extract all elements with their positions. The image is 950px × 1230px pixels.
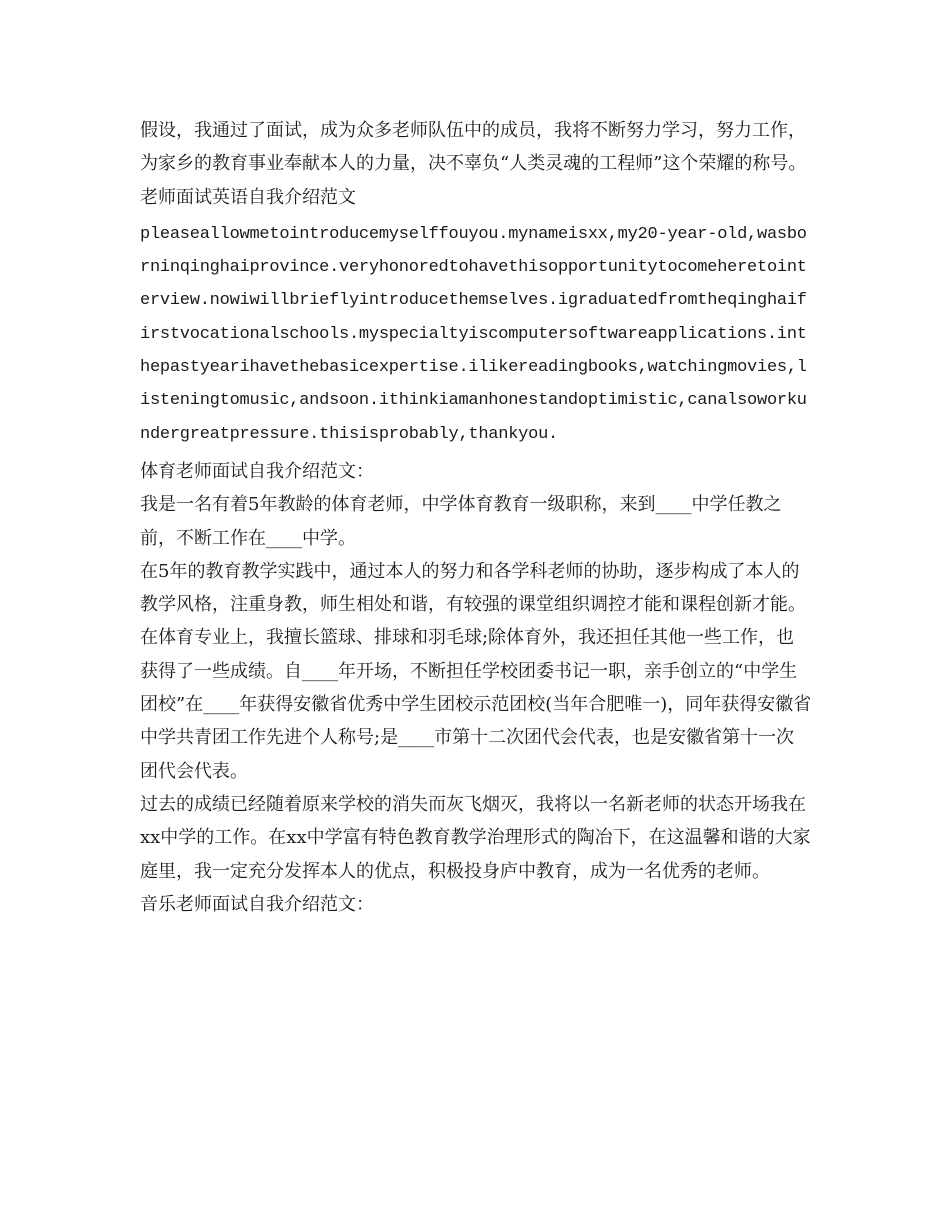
paragraph-pe-intro: 我是一名有着5年教龄的体育老师，中学体育教育一级职称，来到____中学任教之前，不断工作在____中学。 [140, 494, 782, 549]
heading-english-intro: 老师面试英语自我介绍范文 [140, 186, 356, 208]
document-page [140, 114, 812, 921]
paragraph-english-intro: pleaseallowmetointroducemyselffouyou.mynameisxx,my20-year-old,wasborninqinghaiprovince.veryhonoredtohavethisopportunitytocomeheretointerview.nowiwillbrieflyintroducethemselves.igraduatedfromtheqinghaifirstvocationalschools.myspecialtyiscomputersoftwareapplications.inthepastyearihavethebasicexpertise.ilikereadingbooks,watchingmovies,listeningtomusic,andsoon.ithinkiamanhonestandoptimistic,canalsoworkundergreatpressure.thisisprobably,thankyou. [140, 224, 807, 444]
paragraph-pe-teaching: 在5年的教育教学实践中，通过本人的努力和各学科老师的协助，逐步构成了本人的教学风格，注重身教，师生相处和谐，有较强的课堂组织调控才能和课程创新才能。 [140, 560, 806, 616]
heading-music-teacher: 音乐老师面试自我介绍范文： [140, 893, 374, 915]
heading-pe-teacher: 体育老师面试自我介绍范文： [140, 460, 374, 482]
paragraph-commitment: 假设，我通过了面试，成为众多老师队伍中的成员，我将不断努力学习，努力工作，为家乡的教育事业奉献本人的力量，决不辜负“人类灵魂的工程师”这个荣耀的称号。 [140, 120, 807, 175]
paragraph-pe-future: 过去的成绩已经随着原来学校的消失而灰飞烟灭，我将以一名新老师的状态开场我在xx中学的工作。在xx中学富有特色教育教学治理形式的陶冶下，在这温馨和谐的大家庭里，我一定充分发挥本人的优点，积极投身庐中教育，成为一名优秀的老师。 [140, 793, 811, 882]
paragraph-pe-achievements: 在体育专业上，我擅长篮球、排球和羽毛球;除体育外，我还担任其他一些工作，也获得了一些成绩。自____年开场，不断担任学校团委书记一职，亲手创立的“中学生团校”在____年获得安徽省优秀中学生团校示范团校(当年合肥唯一)，同年获得安徽省中学共青团工作先进个人称号;是____市第十二次团代会代表，也是安徽省第十一次团代会代表。 [140, 627, 812, 782]
